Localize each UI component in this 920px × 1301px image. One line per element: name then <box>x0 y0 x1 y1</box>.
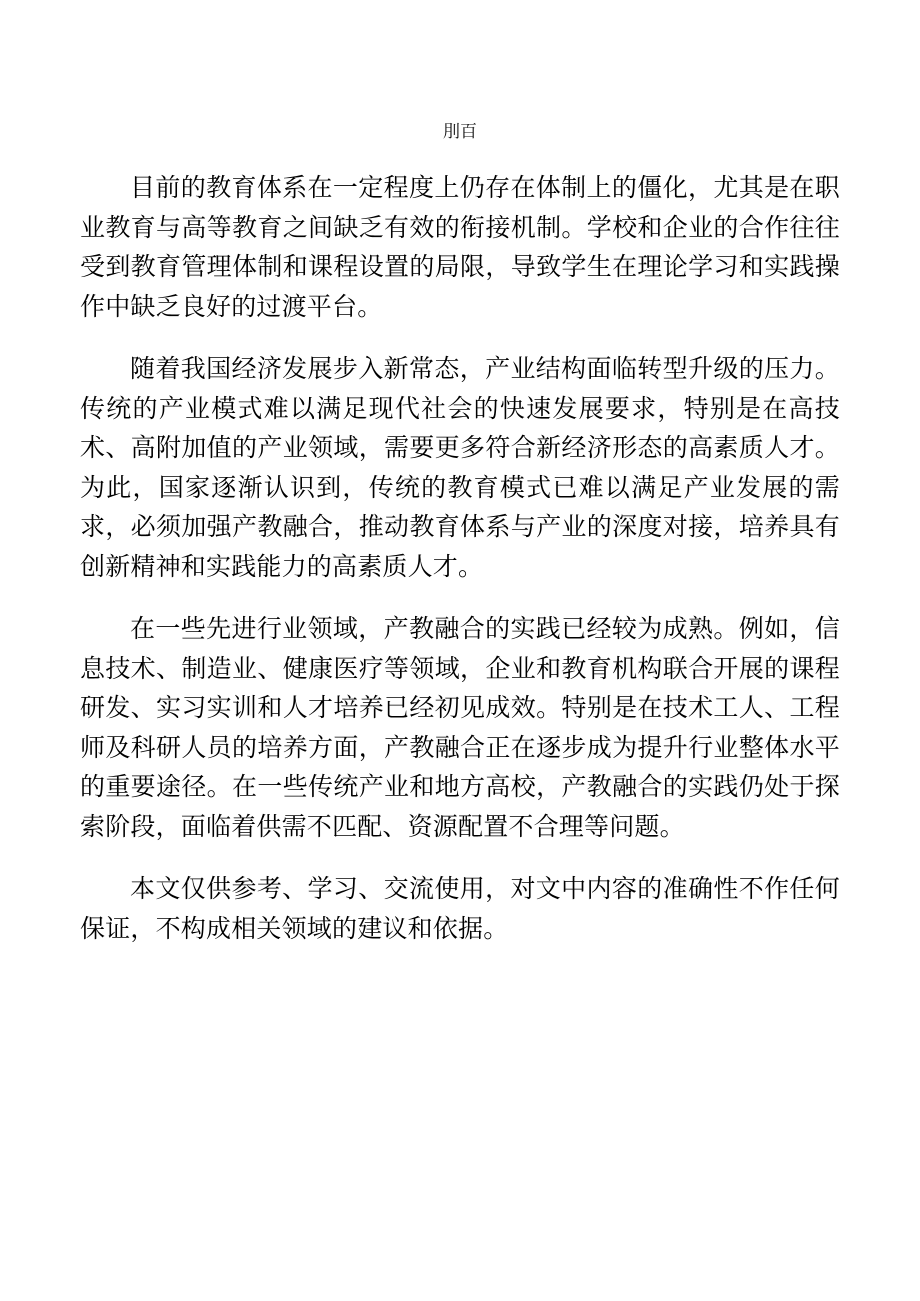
paragraph-2: 随着我国经济发展步入新常态，产业结构面临转型升级的压力。传统的产业模式难以满足现代社会的快速发展要求，特别是在高技术、高附加值的产业领域，需要更多符合新经济形态的高素质人才。为此，国家逐渐认识到，传统的教育模式已难以满足产业发展的需求，必须加强产教融合，推动教育体系与产业的深度对接，培养具有创新精神和实践能力的高素质人才。 <box>80 354 840 581</box>
paragraph-4: 本文仅供参考、学习、交流使用，对文中内容的准确性不作任何保证，不构成相关领域的建议和依据。 <box>80 874 840 943</box>
document-body <box>80 168 840 971</box>
paragraph-3: 在一些先进行业领域，产教融合的实践已经较为成熟。例如，信息技术、制造业、健康医疗等领域，企业和教育机构联合开展的课程研发、实习实训和人才培养已经初见成效。特别是在技术工人、工程师及科研人员的培养方面，产教融合正在逐步成为提升行业整体水平的重要途径。在一些传统产业和地方高校，产教融合的实践仍处于探索阶段，面临着供需不匹配、资源配置不合理等问题。 <box>80 614 840 841</box>
paragraph-1: 目前的教育体系在一定程度上仍存在体制上的僵化，尤其是在职业教育与高等教育之间缺乏有效的衔接机制。学校和企业的合作往往受到教育管理体制和课程设置的局限，导致学生在理论学习和实践操作中缺乏良好的过渡平台。 <box>80 173 840 321</box>
page-heading: 刖百 <box>443 122 477 142</box>
